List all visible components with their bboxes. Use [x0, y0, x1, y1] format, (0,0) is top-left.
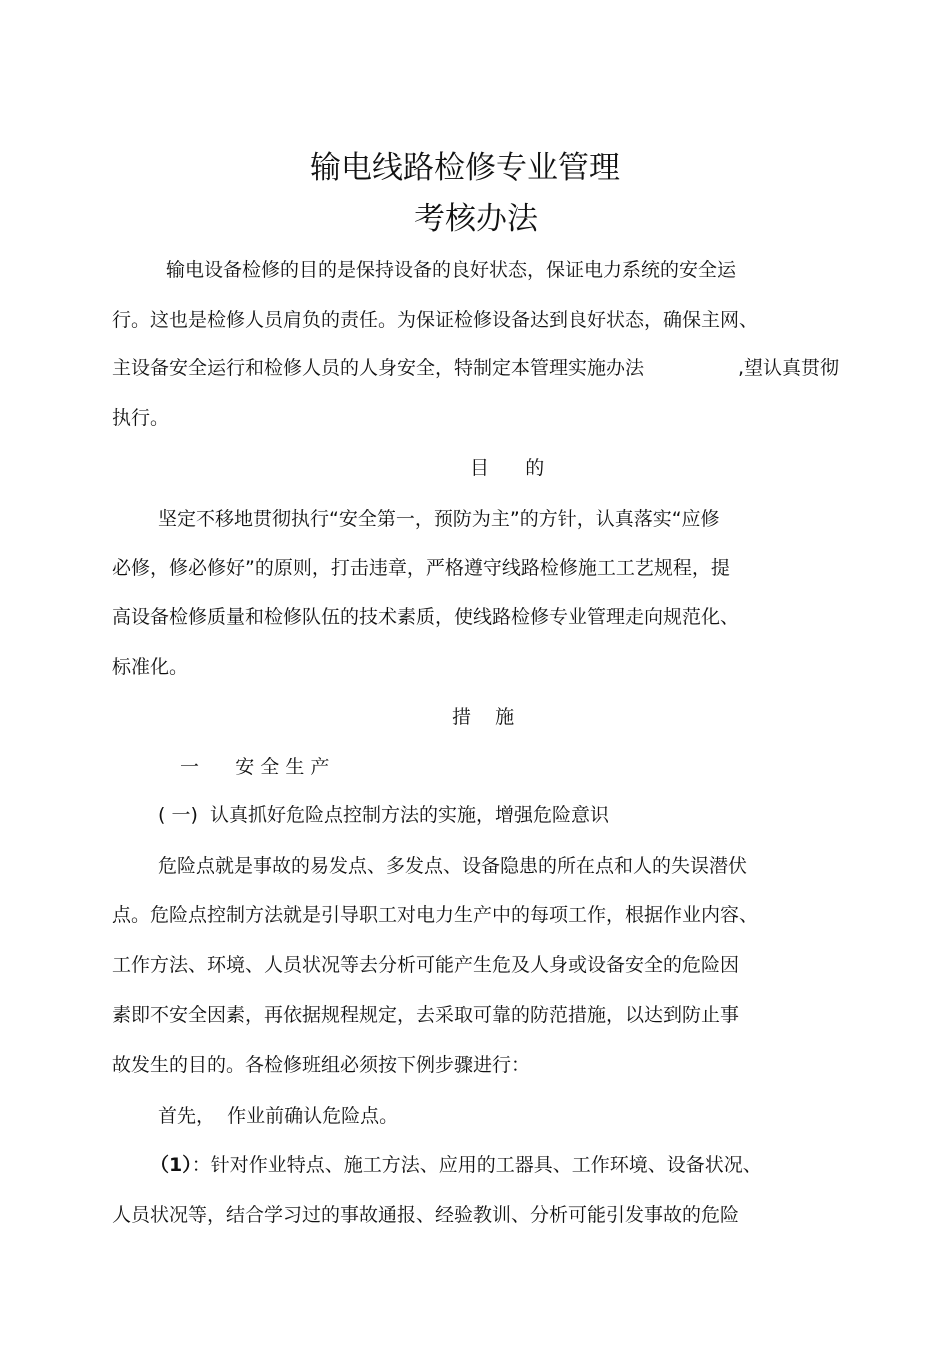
body-line-5: 故发生的目的。各检修班组必须按下例步骤进行： [112, 1054, 531, 1076]
intro-line-3: 主设备安全运行和检修人员的人身安全，特制定本管理实施办法 [112, 357, 645, 379]
purpose-heading: 目 的 [470, 457, 545, 479]
purpose-line-2: 必修，修必修好”的原则，打击违章，严格遵守线路检修施工工艺规程，提 [112, 557, 730, 579]
purpose-line-3: 高设备检修质量和检修队伍的技术素质，使线路检修专业管理走向规范化、 [112, 606, 740, 628]
body-line-3: 工作方法、环境、人员状况等去分析可能产生危及人身或设备安全的危险因 [112, 954, 740, 976]
body-line-1: 危险点就是事故的易发点、多发点、设备隐患的所在点和人的失误潜伏 [158, 855, 748, 877]
intro-line-3-tail: ,望认真贯彻 [738, 357, 840, 379]
title-line-1: 输电线路检修专业管理 [310, 150, 620, 186]
purpose-line-4: 标准化。 [112, 656, 189, 678]
purpose-line-1: 坚定不移地贯彻执行“安全第一，预防为主”的方针，认真落实“应修 [158, 508, 720, 530]
first-step: 首先， 作业前确认危险点。 [158, 1105, 399, 1127]
step-1-text: ：针对作业特点、施工方法、应用的工器具、工作环境、设备状况、 [191, 1154, 762, 1176]
measures-heading: 措 施 [452, 706, 515, 728]
step-1-line [150, 1153, 762, 1177]
body-line-2: 点。危险点控制方法就是引导职工对电力生产中的每项工作，根据作业内容、 [112, 904, 759, 926]
intro-line-4: 执行。 [112, 407, 170, 429]
item-one-heading: ( 一) 认真抓好危险点控制方法的实施，增强危险意识 [158, 804, 609, 826]
step-1-number: （1） [150, 1154, 192, 1176]
step-1-continuation: 人员状况等，结合学习过的事故通报、经验教训、分析可能引发事故的危险 [112, 1204, 740, 1226]
safety-heading: 一 安 全 生 产 [180, 756, 330, 778]
intro-line-1: 输电设备检修的目的是保持设备的良好状态，保证电力系统的安全运 [166, 259, 737, 281]
title-line-2: 考核办法 [414, 201, 538, 237]
intro-line-2: 行。这也是检修人员肩负的责任。为保证检修设备达到良好状态，确保主网、 [112, 309, 759, 331]
body-line-4: 素即不安全因素，再依据规程规定，去采取可靠的防范措施，以达到防止事 [112, 1004, 740, 1026]
